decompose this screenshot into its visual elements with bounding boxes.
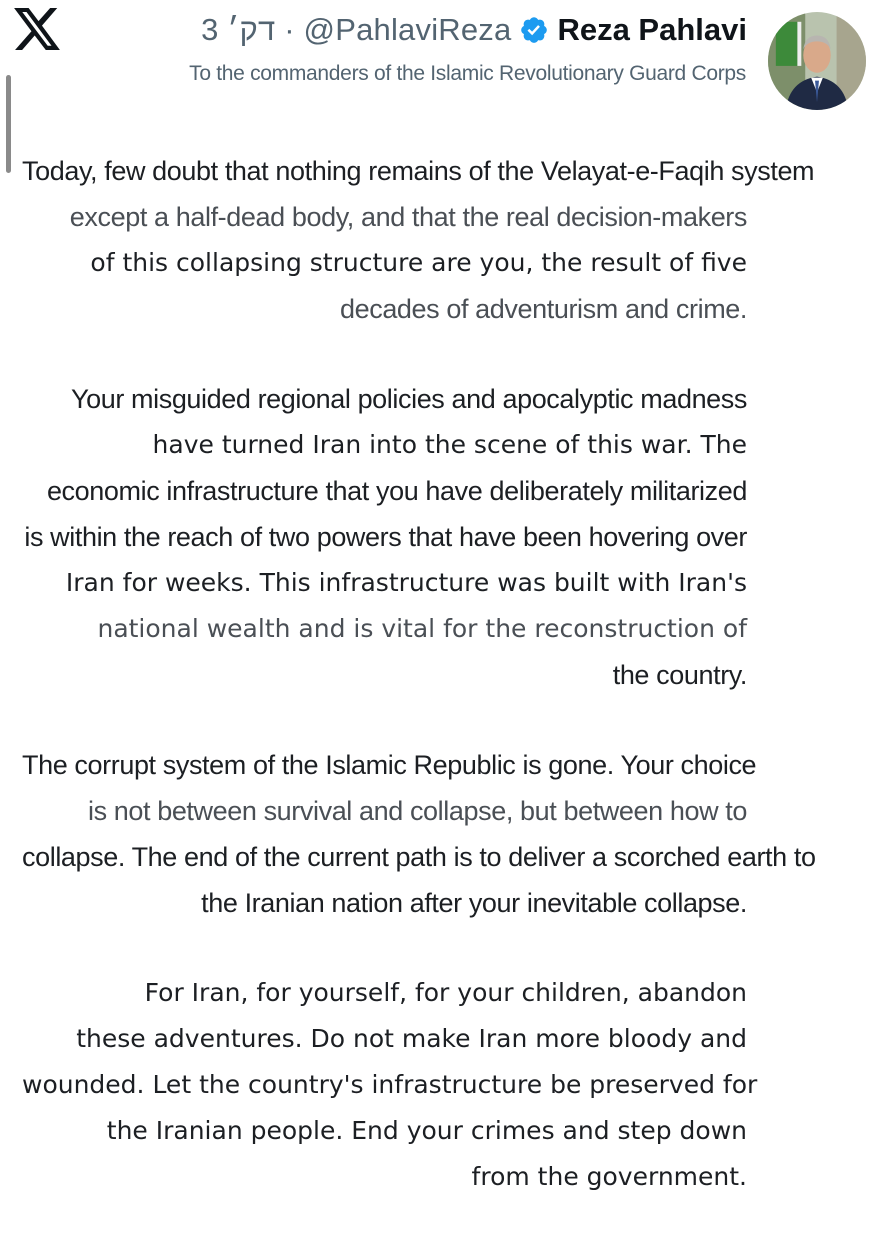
paragraph-1 (22, 148, 815, 332)
scrollbar[interactable] (6, 75, 11, 173)
text-line: is within the reach of two powers that have been hovering over (24, 522, 747, 552)
text-line: economic infrastructure that you have deliberately militarized (46, 476, 747, 506)
post-subtitle: To the commanders of the Islamic Revolutionary Guard Corps (189, 62, 746, 85)
text-line: For Iran, for yourself, for your children, abandon (144, 978, 747, 1007)
text-line: the Iranian nation after your inevitable collapse. (201, 888, 747, 918)
post-header (201, 8, 747, 52)
text-line: collapse. The end of the current path is to deliver a scorched earth to (22, 842, 816, 872)
text-line: have turned Iran into the scene of this war. The (152, 430, 747, 459)
post-meta[interactable]: 3 דק׳ · @PahlaviReza (201, 12, 512, 47)
text-line: Iran for weeks. This infrastructure was built with Iran's (65, 568, 747, 597)
paragraph-3 (22, 742, 816, 926)
text-line: Today, few doubt that nothing remains of the Velayat-e-Faqih system (22, 156, 815, 186)
post-body (22, 148, 816, 1244)
text-line: decades of adventurism and crime. (339, 294, 747, 324)
paragraph-2 (22, 376, 747, 698)
text-line: except a half-dead body, and that the real decision-makers (69, 202, 747, 232)
x-logo-icon[interactable] (14, 8, 60, 50)
text-line: is not between survival and collapse, but between how to (87, 796, 747, 826)
verified-badge-icon (519, 15, 549, 45)
text-line: The corrupt system of the Islamic Republic is gone. Your choice (22, 750, 757, 780)
text-line: Your misguided regional policies and apocalyptic madness (70, 384, 747, 414)
text-line: the country. (612, 660, 747, 690)
text-line: wounded. Let the country's infrastructure be preserved for (22, 1070, 758, 1099)
paragraph-4 (22, 970, 758, 1200)
text-line: national wealth and is vital for the reconstruction of (97, 614, 747, 643)
text-line: from the government. (471, 1162, 747, 1191)
text-line: these adventures. Do not make Iran more bloody and (76, 1024, 747, 1053)
text-line: of this collapsing structure are you, the result of five (90, 248, 747, 277)
author-name[interactable]: Reza Pahlavi (557, 12, 747, 47)
avatar[interactable] (768, 12, 866, 110)
text-line: the Iranian people. End your crimes and step down (106, 1116, 747, 1145)
